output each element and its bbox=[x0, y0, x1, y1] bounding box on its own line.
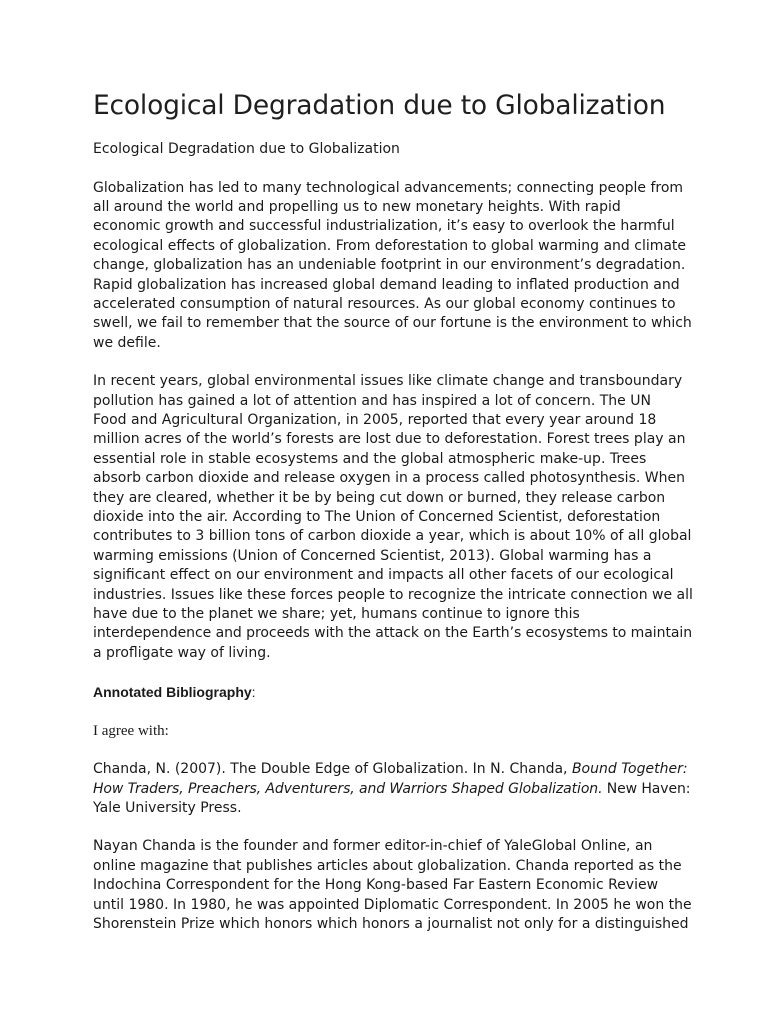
paragraph-intro bbox=[93, 179, 693, 354]
citation-entry bbox=[93, 760, 693, 818]
citation-authors-title: Chanda, N. (2007). The Double Edge of Globalization. In N. Chanda, bbox=[93, 761, 572, 778]
text-line: online magazine that publishes articles about globalization. Chanda reported as the bbox=[93, 857, 682, 874]
document-subtitle: Ecological Degradation due to Globalization bbox=[93, 141, 400, 157]
citation-publisher: Yale University Press. bbox=[93, 800, 242, 817]
text-line: pollution has gained a lot of attention and has inspired a lot of concern. The UN bbox=[93, 392, 651, 409]
text-line: essential role in stable ecosystems and the global atmospheric make-up. Trees bbox=[93, 450, 647, 467]
text-line: significant effect on our environment and impacts all other facets of our ecological bbox=[93, 567, 674, 584]
text-line: until 1980. In 1980, he was appointed Diplomatic Correspondent. In 2005 he won the bbox=[93, 896, 692, 913]
bibliography-heading-text: Annotated Bibliography bbox=[93, 684, 252, 701]
text-line: accelerated consumption of natural resources. As our global economy continues to bbox=[93, 295, 676, 312]
text-line: interdependence and proceeds with the attack on the Earth’s ecosystems to maintain bbox=[93, 625, 693, 642]
document-page bbox=[93, 88, 693, 954]
text-line: industries. Issues like these forces people to recognize the intricate connection we all bbox=[93, 586, 693, 603]
text-line: warming emissions (Union of Concerned Scientist, 2013). Global warming has a bbox=[93, 547, 652, 564]
text-line: million acres of the world’s forests are lost due to deforestation. Forest trees play an bbox=[93, 431, 686, 448]
text-line: dioxide into the air. According to The Union of Concerned Scientist, deforestation bbox=[93, 509, 661, 525]
text-line: contributes to 3 billion tons of carbon dioxide a year, which is about 10% of all global bbox=[93, 528, 692, 545]
text-line: Globalization has led to many technological advancements; connecting people from bbox=[93, 179, 684, 196]
paragraph-annotation bbox=[93, 837, 693, 934]
citation-line bbox=[93, 760, 693, 779]
text-line: absorb carbon dioxide and release oxygen in a process called photosynthesis. When bbox=[93, 470, 685, 487]
text-line: they are cleared, whether it be by being cut down or burned, they release carbon bbox=[93, 489, 666, 506]
citation-book-title-continued: How Traders, Preachers, Adventurers, and Warriors Shaped Globalization. bbox=[93, 780, 603, 797]
text-line: a profligate way of living. bbox=[93, 644, 271, 661]
citation-line bbox=[93, 780, 693, 799]
text-line: Nayan Chanda is the founder and former editor-in-chief of YaleGlobal Online, an bbox=[93, 838, 653, 855]
citation-book-title: Bound Together: bbox=[571, 761, 688, 778]
agree-statement: I agree with: bbox=[93, 723, 169, 740]
text-line: swell, we fail to remember that the source of our fortune is the environment to which bbox=[93, 315, 692, 332]
text-line: Rapid globalization has increased global demand leading to inflated production and bbox=[93, 276, 680, 293]
text-line: have due to the planet we share; yet, humans continue to ignore this bbox=[93, 606, 580, 623]
paragraph-environment bbox=[93, 372, 693, 663]
text-line: Food and Agricultural Organization, in 2005, reported that every year around 18 bbox=[93, 411, 657, 428]
text-line: change, globalization has an undeniable footprint in our environment’s degradation. bbox=[93, 257, 686, 274]
text-line: all around the world and propelling us to new monetary heights. With rapid bbox=[93, 198, 621, 215]
text-line: Shorenstein Prize which honors which honors a journalist not only for a distinguished bbox=[93, 916, 689, 933]
text-line: ecological effects of globalization. From deforestation to global warming and climate bbox=[93, 237, 687, 254]
text-line: economic growth and successful industrialization, it’s easy to overlook the harmful bbox=[93, 218, 675, 235]
text-line: Indochina Correspondent for the Hong Kong-based Far Eastern Economic Review bbox=[93, 877, 659, 894]
text-line: In recent years, global environmental issues like climate change and transboundary bbox=[93, 373, 683, 390]
text-line: we defile. bbox=[93, 334, 161, 351]
bibliography-heading-colon: : bbox=[251, 684, 256, 701]
bibliography-heading bbox=[93, 682, 693, 702]
citation-place: New Haven: bbox=[602, 780, 691, 797]
document-title: Ecological Degradation due to Globalization bbox=[93, 90, 666, 121]
